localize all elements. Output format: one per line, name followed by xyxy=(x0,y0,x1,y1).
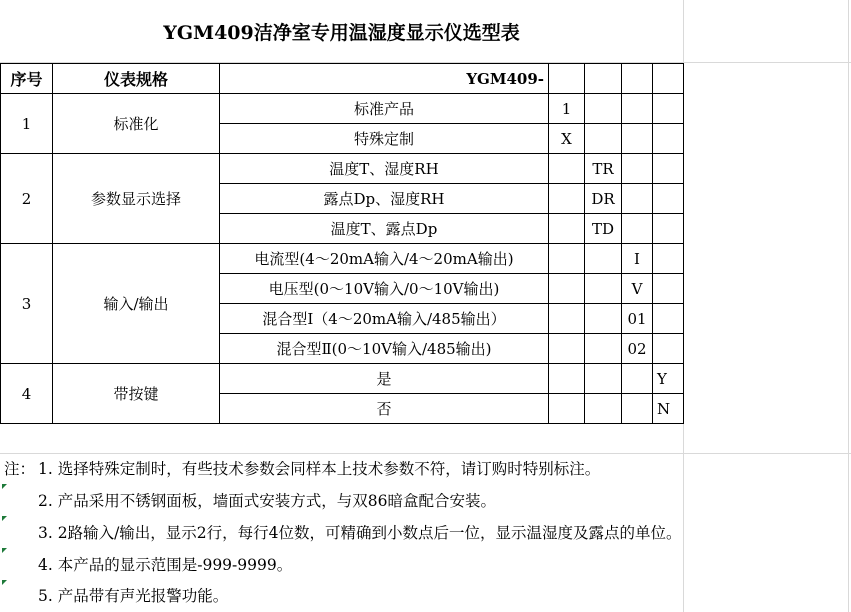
table-row xyxy=(1,94,684,124)
empty-cell xyxy=(549,244,585,274)
empty-cell xyxy=(622,214,653,244)
empty-cell xyxy=(585,274,622,304)
note-item: 2. 产品采用不锈钢面板，墙面式安装方式，与双86暗盒配合安装。 xyxy=(38,492,496,510)
header-row xyxy=(1,64,684,94)
note-item: 3. 2路输入/输出，显示2行，每行4位数，可精确到小数点后一位，显示温湿度及露点的单位。 xyxy=(38,524,682,542)
group-name: 标准化 xyxy=(53,94,220,154)
option-label: 特殊定制 xyxy=(220,124,549,154)
empty-cell xyxy=(653,154,684,184)
empty-cell xyxy=(653,184,684,214)
empty-cell xyxy=(549,394,585,424)
cell-comment-marker xyxy=(2,484,7,489)
option-label: 露点Dp、湿度RH xyxy=(220,184,549,214)
option-code: I xyxy=(622,244,653,274)
option-label: 否 xyxy=(220,394,549,424)
empty-cell xyxy=(622,64,653,94)
option-label: 电压型(0～10V输入/0～10V输出) xyxy=(220,274,549,304)
table-row xyxy=(1,244,684,274)
empty-cell xyxy=(549,304,585,334)
option-label: 是 xyxy=(220,364,549,394)
option-label: 温度T、湿度RH xyxy=(220,154,549,184)
header-model: YGM409- xyxy=(220,64,549,94)
empty-cell xyxy=(549,64,585,94)
empty-cell xyxy=(549,364,585,394)
option-label: 混合型I（4～20mA输入/485输出） xyxy=(220,304,549,334)
empty-cell xyxy=(653,334,684,364)
cell-comment-marker xyxy=(2,516,7,521)
option-label: 标准产品 xyxy=(220,94,549,124)
empty-cell xyxy=(585,94,622,124)
empty-cell xyxy=(653,214,684,244)
notes-prefix: 注： xyxy=(4,460,36,478)
note-item: 4. 本产品的显示范围是-999-9999。 xyxy=(38,556,293,574)
gridline xyxy=(848,0,849,612)
empty-cell xyxy=(585,124,622,154)
empty-cell xyxy=(653,244,684,274)
empty-cell xyxy=(653,124,684,154)
option-code: X xyxy=(549,124,585,154)
option-code: Y xyxy=(653,364,684,394)
empty-cell xyxy=(622,184,653,214)
empty-cell xyxy=(653,64,684,94)
option-label: 混合型Ⅱ(0～10V输入/485输出) xyxy=(220,334,549,364)
option-label: 电流型(4～20mA输入/4～20mA输出) xyxy=(220,244,549,274)
empty-cell xyxy=(549,334,585,364)
option-code: TD xyxy=(585,214,622,244)
table-row xyxy=(1,154,684,184)
empty-cell xyxy=(549,154,585,184)
empty-cell xyxy=(585,364,622,394)
group-index: 4 xyxy=(1,364,53,424)
group-index: 3 xyxy=(1,244,53,364)
selection-table xyxy=(0,63,684,424)
empty-cell xyxy=(549,274,585,304)
option-code: N xyxy=(653,394,684,424)
group-name: 输入/输出 xyxy=(53,244,220,364)
empty-cell xyxy=(622,94,653,124)
option-code: V xyxy=(622,274,653,304)
empty-cell xyxy=(622,154,653,184)
empty-cell xyxy=(622,124,653,154)
option-code: 02 xyxy=(622,334,653,364)
empty-cell xyxy=(622,394,653,424)
option-code: 1 xyxy=(549,94,585,124)
empty-cell xyxy=(585,394,622,424)
empty-cell xyxy=(549,214,585,244)
note-item: 5. 产品带有声光报警功能。 xyxy=(38,587,229,605)
empty-cell xyxy=(653,94,684,124)
option-code: TR xyxy=(585,154,622,184)
note-item: 1. 选择特殊定制时，有些技术参数会同样本上技术参数不符，请订购时特别标注。 xyxy=(38,460,601,478)
empty-cell xyxy=(585,64,622,94)
empty-cell xyxy=(653,304,684,334)
group-name: 带按键 xyxy=(53,364,220,424)
option-code: DR xyxy=(585,184,622,214)
option-code: 01 xyxy=(622,304,653,334)
cell-comment-marker xyxy=(2,548,7,553)
page-title: YGM409洁净室专用温湿度显示仪选型表 xyxy=(163,22,520,44)
empty-cell xyxy=(585,304,622,334)
empty-cell xyxy=(549,184,585,214)
cell-comment-marker xyxy=(2,580,7,585)
header-spec: 仪表规格 xyxy=(53,64,220,94)
option-label: 温度T、露点Dp xyxy=(220,214,549,244)
empty-cell xyxy=(622,364,653,394)
group-index: 1 xyxy=(1,94,53,154)
empty-cell xyxy=(585,334,622,364)
table-row xyxy=(1,364,684,394)
group-index: 2 xyxy=(1,154,53,244)
header-index: 序号 xyxy=(1,64,53,94)
group-name: 参数显示选择 xyxy=(53,154,220,244)
empty-cell xyxy=(653,274,684,304)
empty-cell xyxy=(585,244,622,274)
